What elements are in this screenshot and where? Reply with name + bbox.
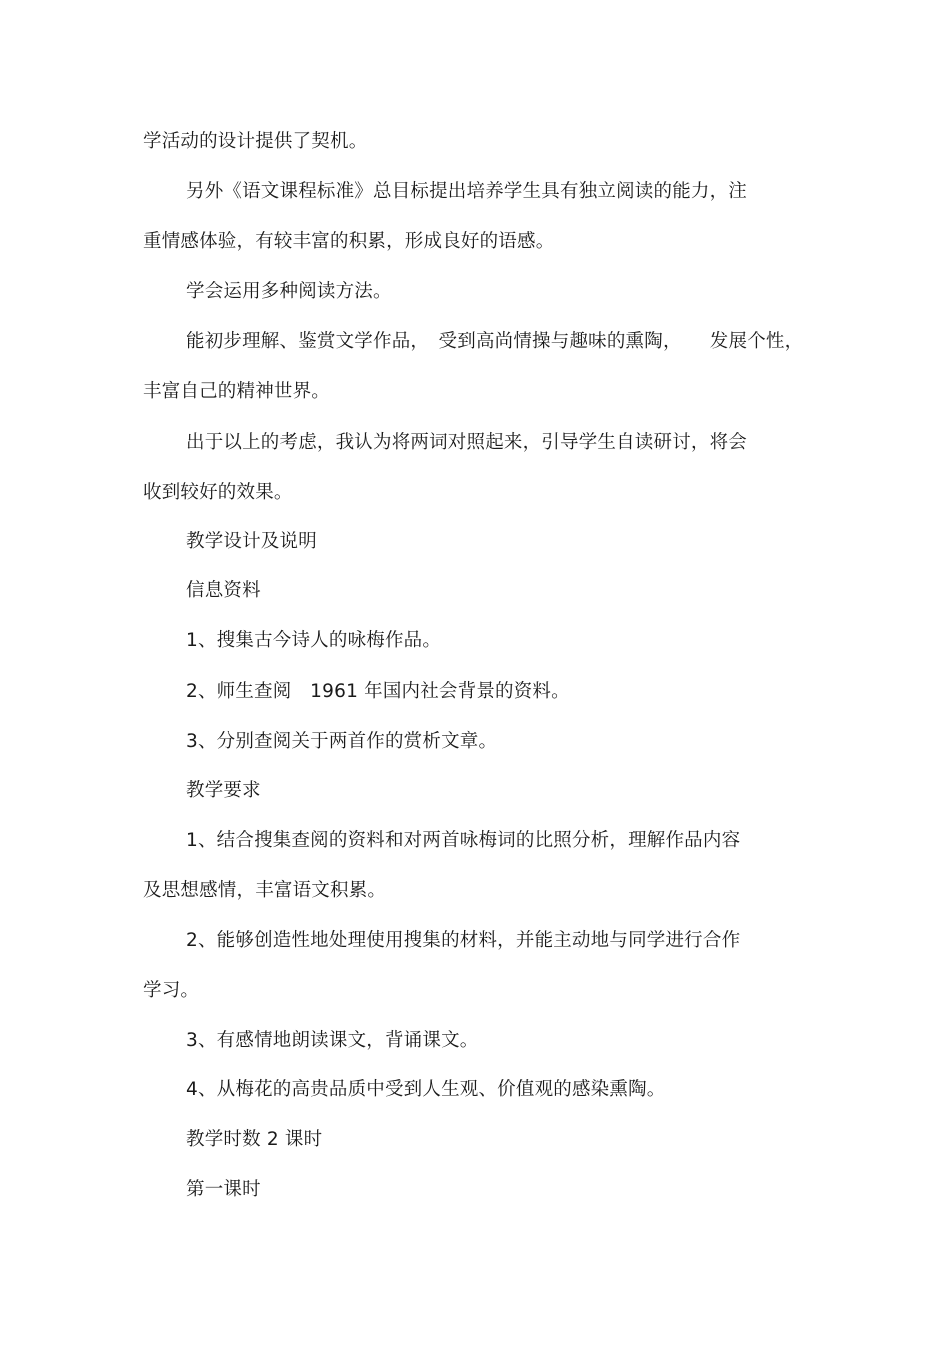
paragraph-line: 学会运用多种阅读方法。 [186,281,392,302]
list-item: 3、分别查阅关于两首作的赏析文章。 [186,731,498,752]
paragraph-line: 收到较好的效果。 [143,482,293,503]
list-item: 1、结合搜集查阅的资料和对两首咏梅词的比照分析，理解作品内容 [186,830,741,851]
section-heading: 教学时数 2 课时 [186,1129,323,1150]
section-heading: 第一课时 [186,1179,261,1200]
paragraph-line: 出于以上的考虑，我认为将两词对照起来，引导学生自读研讨，将会 [186,432,748,453]
paragraph-line: 能初步理解、鉴赏文学作品， 受到高尚情操与趣味的熏陶， 发展个性， [186,331,804,352]
paragraph-line: 重情感体验，有较丰富的积累，形成良好的语感。 [143,231,555,252]
list-item: 4、从梅花的高贵品质中受到人生观、价值观的感染熏陶。 [186,1079,666,1100]
list-item: 2、师生查阅 1961 年国内社会背景的资料。 [186,681,570,702]
section-heading: 教学设计及说明 [186,531,317,552]
list-item-continuation: 及思想感情，丰富语文积累。 [143,880,387,901]
list-item: 2、能够创造性地处理使用搜集的材料，并能主动地与同学进行合作 [186,930,741,951]
list-item-continuation: 学习。 [143,980,200,1001]
paragraph-line: 另外《语文课程标准》总目标提出培养学生具有独立阅读的能力，注 [186,181,748,202]
paragraph-line: 丰富自己的精神世界。 [143,381,331,402]
section-heading: 教学要求 [186,780,261,801]
list-item: 3、有感情地朗读课文，背诵课文。 [186,1030,479,1051]
list-item: 1、搜集古今诗人的咏梅作品。 [186,630,442,651]
paragraph-line: 学活动的设计提供了契机。 [143,131,368,152]
section-heading: 信息资料 [186,580,261,601]
